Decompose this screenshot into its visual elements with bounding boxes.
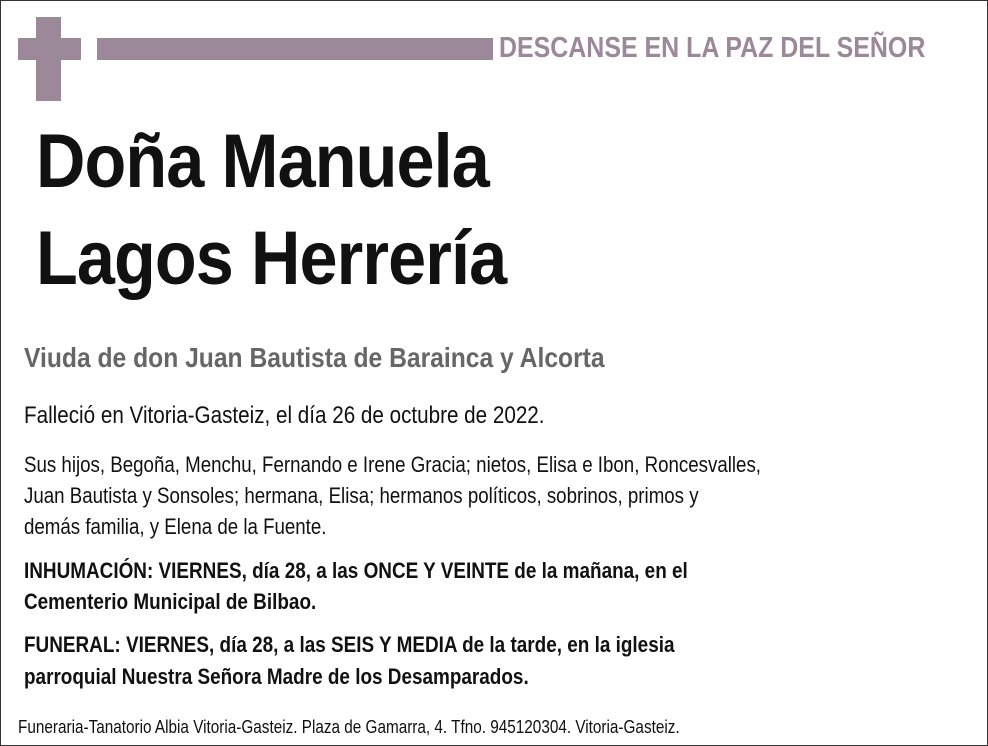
funeral-line: parroquial Nuestra Señora Madre de los Desamparados. <box>24 664 529 689</box>
subtitle: Viuda de don Juan Bautista de Barainca y Alcorta <box>24 342 605 373</box>
burial-line: Cementerio Municipal de Bilbao. <box>24 589 317 614</box>
family-line: Juan Bautista y Sonsoles; hermana, Elisa; hermanos políticos, sobrinos, primos y <box>24 483 699 508</box>
death-line: Falleció en Vitoria-Gasteiz, el día 26 de octubre de 2022. <box>24 402 545 429</box>
name-line-2: Lagos Herrería <box>36 216 507 301</box>
family-line: demás familia, y Elena de la Fuente. <box>24 514 327 539</box>
funeral-line: FUNERAL: VIERNES, día 28, a las SEIS Y MEDIA de la tarde, en la iglesia <box>24 632 675 657</box>
motto: DESCANSE EN LA PAZ DEL SEÑOR <box>499 32 926 64</box>
burial-line: INHUMACIÓN: VIERNES, día 28, a las ONCE Y VEINTE de la mañana, en el <box>24 558 688 583</box>
footer: Funeraria-Tanatorio Albia Vitoria-Gasteiz. Plaza de Gamarra, 4. Tfno. 945120304. Vitoria-Gasteiz. <box>18 717 680 737</box>
header-bar <box>97 38 493 60</box>
name-line-1: Doña Manuela <box>36 119 489 204</box>
family-line: Sus hijos, Begoña, Menchu, Fernando e Irene Gracia; nietos, Elisa e Ibon, Roncesvalles, <box>24 452 761 477</box>
